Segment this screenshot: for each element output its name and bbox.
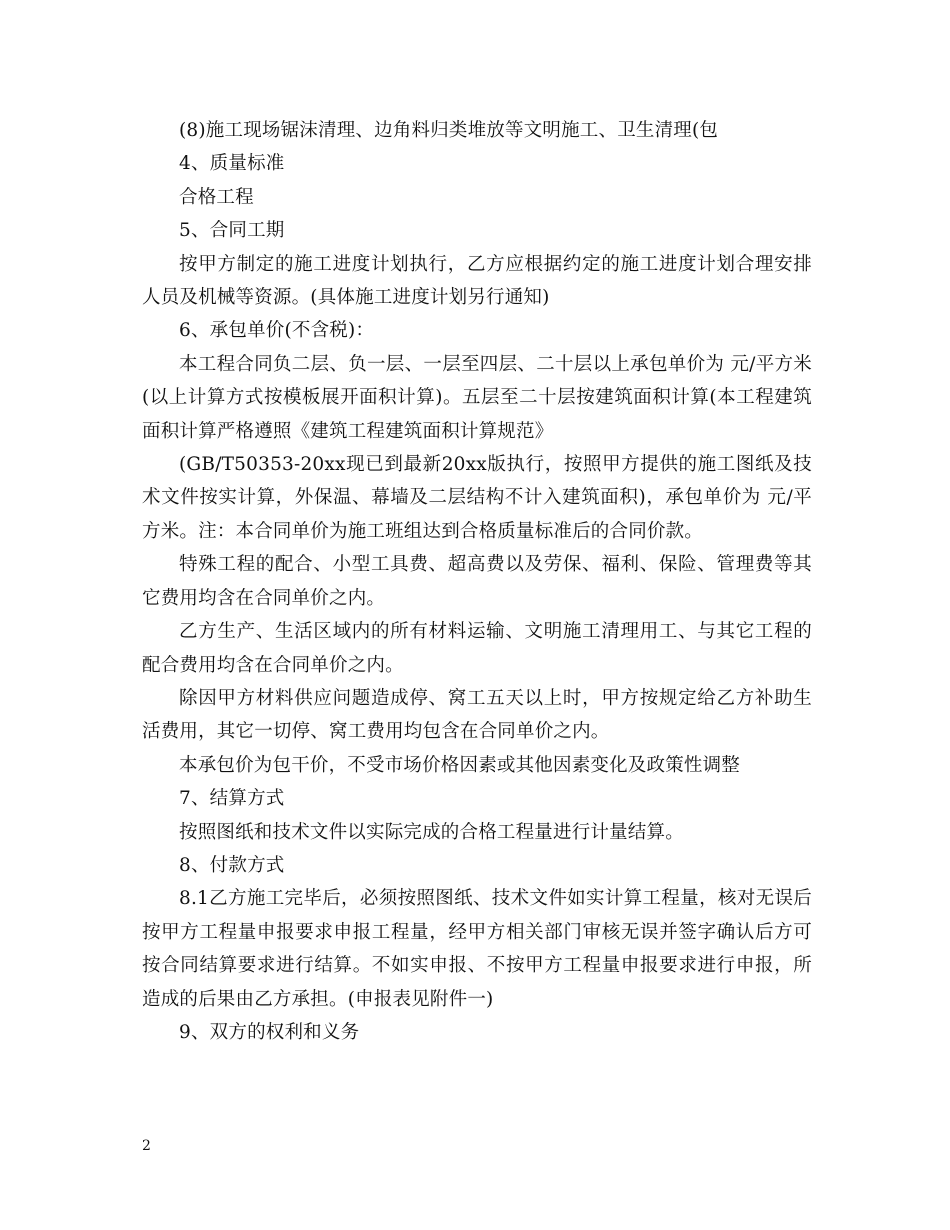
document-body	[142, 114, 812, 1049]
paragraph-qualified-project: 合格工程	[179, 186, 254, 208]
paragraph-payment-8-1: 8.1乙方施工完毕后，必须按照图纸、技术文件如实计算工程量，核对无误后按甲方工程量申报要求申报工程量，经甲方相关部门审核无误并签字确认后方可按合同结算要求进行结算。不如实申报、不按甲方工程量申报要求进行申报，所造成的后果由乙方承担。(申报表见附件一)	[142, 888, 812, 1010]
paragraph-special-costs: 特殊工程的配合、小型工具费、超高费以及劳保、福利、保险、管理费等其它费用均含在合同单价之内。	[142, 554, 812, 609]
paragraph-lump-sum: 本承包价为包干价，不受市场价格因素或其他因素变化及政策性调整	[179, 754, 741, 776]
paragraph-work-stoppage: 除因甲方材料供应问题造成停、窝工五天以上时，甲方按规定给乙方补助生活费用，其它一切停、窝工费用均包含在合同单价之内。	[142, 687, 812, 743]
section-heading-rights-obligations: 9、双方的权利和义务	[179, 1021, 360, 1043]
section-heading-quality-standard: 4、质量标准	[179, 153, 285, 175]
section-heading-payment: 8、付款方式	[179, 854, 285, 876]
paragraph-gb-standard: (GB/T50353-20xx现已到最新20xx版执行，按照甲方提供的施工图纸及技术文件按实计算，外保温、幕墙及二层结构不计入建筑面积)，承包单价为 元/平方米。注：本合同单价为施工班组达到合格质量标准后的合同价款。	[142, 454, 812, 542]
paragraph-unit-price-floors: 本工程合同负二层、负一层、一层至四层、二十层以上承包单价为 元/平方米(以上计算方式按模板展开面积计算)。五层至二十层按建筑面积计算(本工程建筑面积计算严格遵照《建筑工程建筑面积计算规范》	[142, 353, 812, 442]
section-heading-unit-price: 6、承包单价(不含税)：	[179, 320, 375, 342]
paragraph-schedule: 按甲方制定的施工进度计划执行，乙方应根据约定的施工进度计划合理安排人员及机械等资源。(具体施工进度计划另行通知)	[142, 253, 812, 309]
paragraph-settlement-method: 按照图纸和技术文件以实际完成的合格工程量进行计量结算。	[179, 821, 684, 843]
section-heading-contract-period: 5、合同工期	[179, 220, 285, 242]
paragraph-item-8: (8)施工现场锯沫清理、边角料归类堆放等文明施工、卫生清理(包	[179, 120, 719, 141]
paragraph-material-transport: 乙方生产、生活区域内的所有材料运输、文明施工清理用工、与其它工程的配合费用均含在合同单价之内。	[142, 621, 812, 676]
section-heading-settlement: 7、结算方式	[179, 788, 285, 810]
page-number: 2	[142, 1138, 151, 1154]
